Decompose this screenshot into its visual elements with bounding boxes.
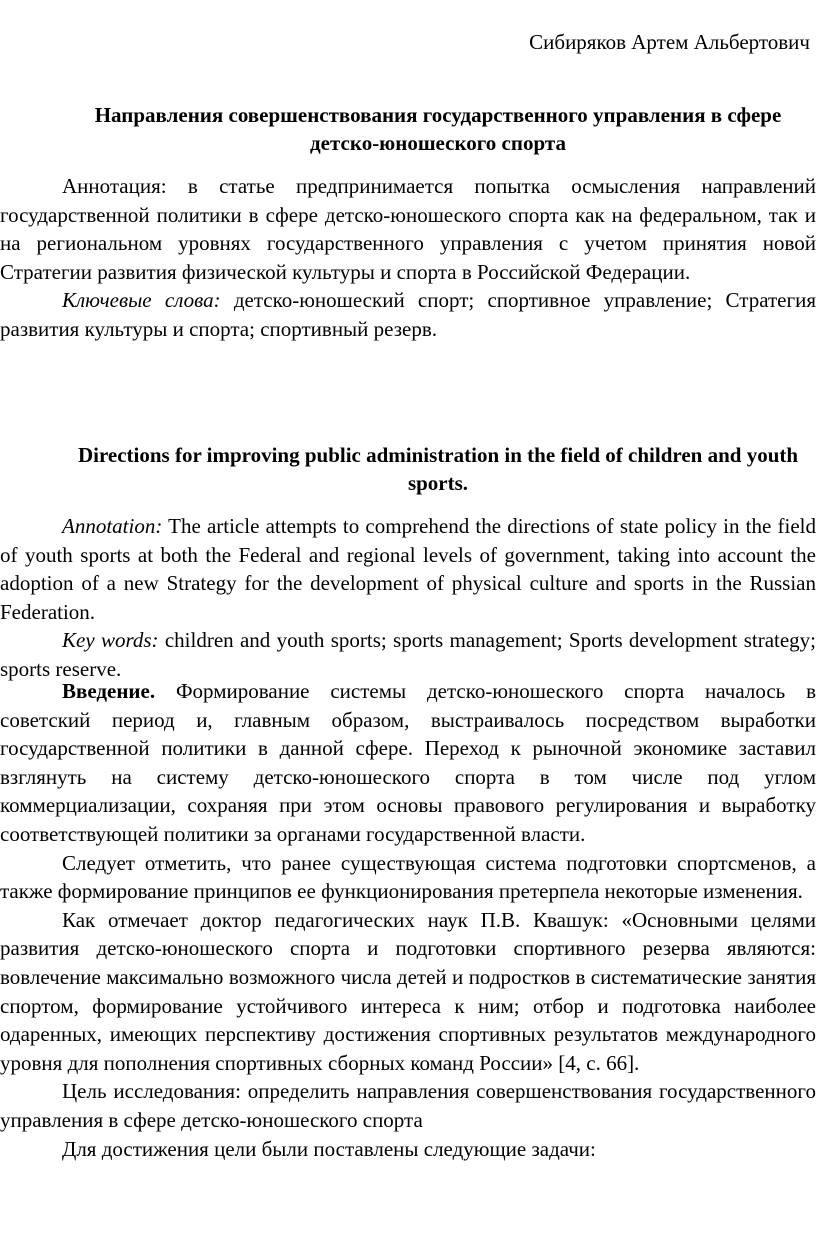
abstract-english (0, 512, 816, 684)
abstract-russian (0, 172, 816, 344)
intro-paragraph-2: Следует отметить, что ранее существующая система подготовки спортсменов, а также формирование принципов ее функционирования претерпела некоторые изменения. (0, 850, 816, 904)
annotation-en-text: The article attempts to comprehend the directions of state policy in the field of youth sports at both the Federal and regional levels of government, taking into account the adoption of a new Strategy for the development of physical culture and sports in the Russian Federation. (0, 514, 816, 624)
intro-paragraph-4: Цель исследования: определить направления совершенствования государственного управления в сфере детско-юношеского спорта (0, 1079, 816, 1132)
abstract-ru-paragraph: Аннотация: в статье предпринимается попытка осмысления направлений государственной политики в сфере детско-юношеского спорта как на федеральном, так и на региональном уровнях государственного управления с учетом принятия новой Стратегии развития физической культуры и спорта в Российской Федерации. (0, 174, 816, 284)
abstract-en-paragraph (0, 512, 816, 626)
intro-paragraph-1 (0, 677, 816, 849)
intro-paragraph-3: Как отмечает доктор педагогических наук П.В. Квашук: «Основными целями развития детско-юношеского спорта и подготовки спортивного резерва являются: вовлечение максимально возможного числа детей и подростков в систематические занятия спортом, формирование устойчивого интереса к ним; отбор и подготовка наиболее одаренных, имеющих перспективу достижения спортивных результатов международного уровня для пополнения спортивных сборных команд России» [4, с. 66]. (0, 907, 816, 1075)
keywords-en-label: Key words: (62, 628, 159, 653)
title-russian: Направления совершенствования государственного управления в сфере детско-юношеского спорта (94, 103, 782, 155)
keywords-en-text: children and youth sports; sports management; Sports development strategy; sports reserve. (0, 628, 816, 681)
author-name: Сибиряков Артем Альбертович (529, 30, 810, 54)
annotation-en-label: Annotation: (62, 514, 163, 538)
intro-heading: Введение. (62, 679, 156, 703)
intro-paragraph-5: Для достижения цели были поставлены следующие задачи: (62, 1136, 596, 1161)
title-english: Directions for improving public administration in the field of children and youth sports. (77, 443, 799, 495)
intro-p1-text: Формирование системы детско-юношеского спорта началось в советский период и, главным образом, выстраивалось посредством выработки государственной политики в данной сфере. Переход к рыночной экономике заставил взглянуть на систему детско-юношеского спорта в том числе под углом коммерциализации, сохраняя при этом основы правового регулирования и выработку соответствующей политики за органами государственной власти. (0, 679, 816, 846)
keywords-ru-label: Ключевые слова: (62, 288, 221, 313)
keywords-ru-text: детско-юношеский спорт; спортивное управление; Стратегия развития культуры и спорта; спортивный резерв. (0, 288, 816, 341)
keywords-ru-paragraph (0, 286, 816, 343)
introduction-section (0, 677, 816, 1163)
keywords-en-paragraph (0, 626, 816, 683)
